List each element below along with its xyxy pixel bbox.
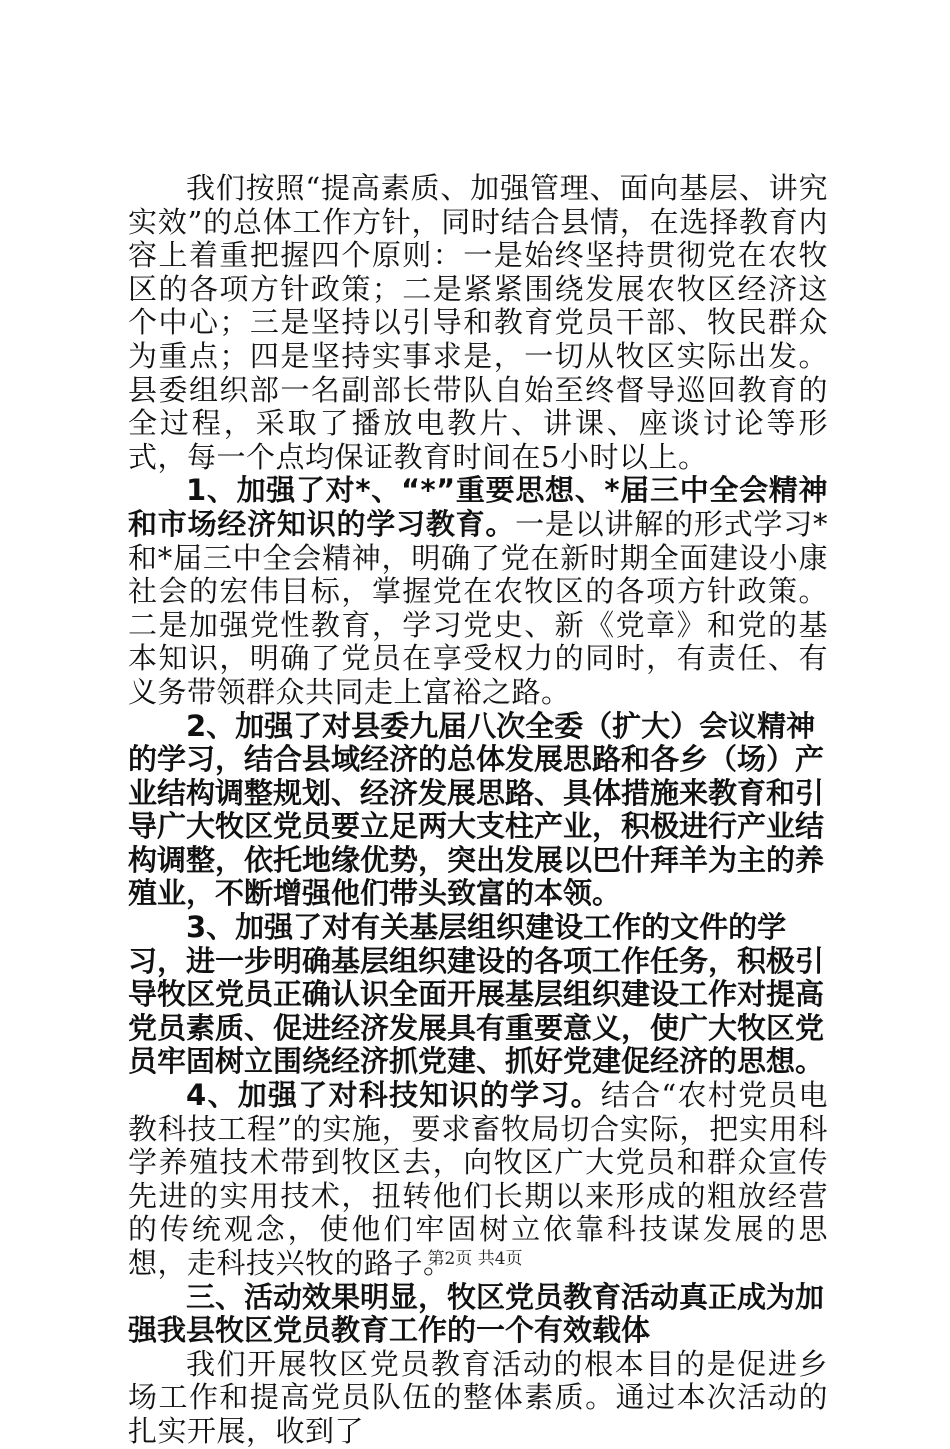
paragraph-item-2 [128,710,828,912]
section-heading: 三、活动效果明显，牧区党员教育活动真正成为加强我县牧区党员教育工作的一个有效载体 [128,1279,825,1348]
paragraph-heading: 1、加强了对*、“*”重要思想、*届三中全会精神和市场经济知识的学习教育。 [128,473,828,541]
paragraph-heading: 2、加强了对县委九届八次全委（扩大）会议精神的学习，结合县域经济的总体发展思路和各乡（场）产业结构调整规划、经济发展思路、具体措施来教育和引导广大牧区党员要立足两大支柱产业，积极进行产业结构调整，依托地缘优势，突出发展以巴什拜羊为主的养殖业，不断增强他们带头致富的本领。 [128,708,825,911]
paragraph-text: 我们开展牧区党员教育活动的根本目的是促进乡场工作和提高党员队伍的整体素质。通过本次活动的扎实开展，收到了 [128,1346,828,1448]
paragraph-item-1 [128,474,828,709]
section-heading-3 [128,1281,828,1348]
paragraph-results [128,1348,828,1449]
paragraph-heading: 3、加强了对有关基层组织建设工作的文件的学习，进一步明确基层组织建设的各项工作任务，积极引导牧区党员正确认识全面开展基层组织建设工作对提高党员素质、促进经济发展具有重要意义，使广大牧区党员牢固树立围绕经济抓党建、抓好党建促经济的思想。 [128,910,825,1079]
paragraph-heading: 4、加强了对科技知识的学习。 [186,1078,601,1113]
paragraph-item-3 [128,911,828,1079]
page-number: 第2页 共4页 [427,1249,523,1269]
paragraph-principles [128,172,828,474]
paragraph-text: 我们按照“提高素质、加强管理、面向基层、讲究实效”的总体工作方针，同时结合县情，在选择教育内容上着重把握四个原则：一是始终坚持贯彻党在农牧区的各项方针政策；二是紧紧围绕发展农牧区经济这个中心；三是坚持以引导和教育党员干部、牧民群众为重点；四是坚持实事求是，一切从牧区实际出发。县委组织部一名副部长带队自始至终督导巡回教育的全过程，采取了播放电教片、讲课、座谈讨论等形式，每一个点均保证教育时间在5小时以上。 [128,171,828,474]
paragraph-text: 结合“农村党员电教科技工程”的实施，要求畜牧局切合实际，把实用科学养殖技术带到牧区去，向牧区广大党员和群众宣传先进的实用技术，扭转他们长期以来形成的粗放经营的传统观念，使他们牢固树立依靠科技谋发展的思想，走科技兴牧的路子。 [128,1078,828,1280]
paragraph-text: 一是以讲解的形式学习*和*届三中全会精神，明确了党在新时期全面建设小康社会的宏伟目标，掌握党在农牧区的各项方针政策。二是加强党性教育，学习党史、新《党章》和党的基本知识，明确了党员在享受权力的同时，有责任、有义务带领群众共同走上富裕之路。 [128,506,828,709]
page-footer [0,1244,950,1269]
